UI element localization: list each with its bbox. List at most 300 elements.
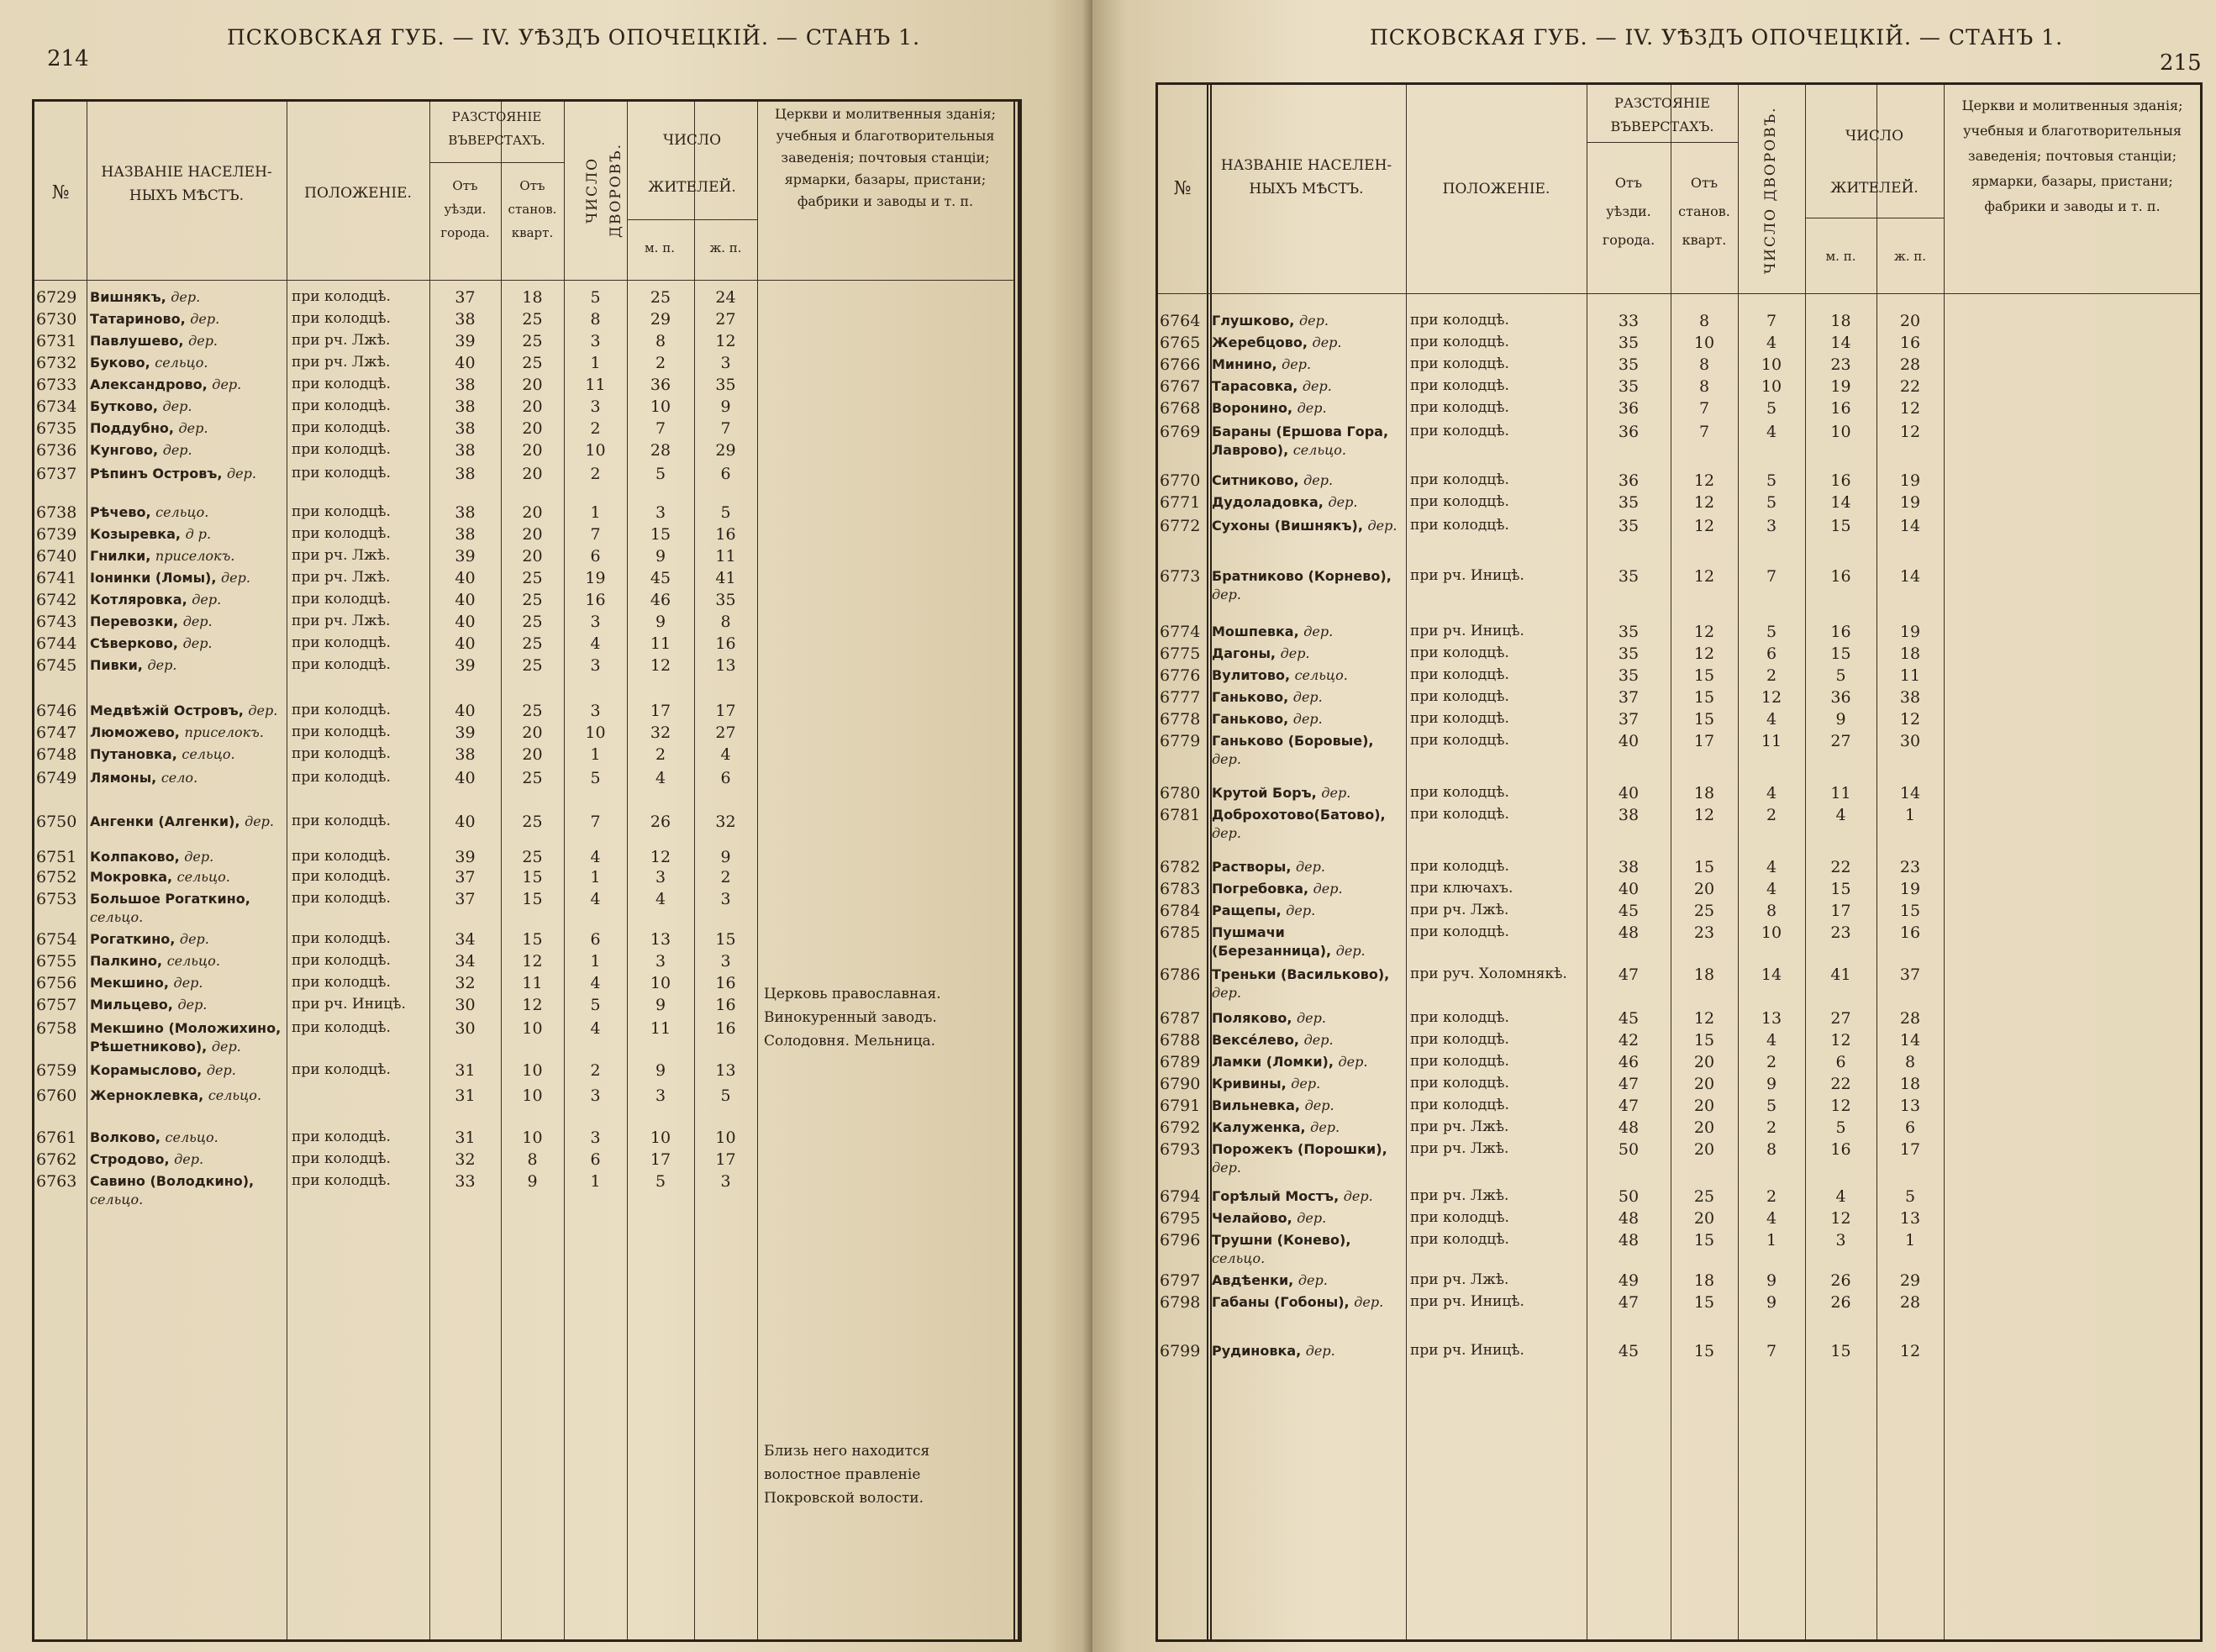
place-name (90, 1172, 285, 1209)
male-count: 46 (650, 591, 671, 609)
place-name-text: Кунгово, (90, 442, 159, 458)
row-number: 6770 (1160, 471, 1201, 490)
male-count: 17 (650, 702, 671, 720)
distance-stan: 20 (1693, 1053, 1715, 1071)
distance-city: 47 (1618, 1097, 1640, 1115)
distance-city: 48 (1618, 923, 1640, 942)
place-name-text: Сѣверково, (90, 635, 178, 651)
place-kind: дер. (1313, 881, 1343, 897)
place-name-text: Треньки (Васильково), (1212, 966, 1390, 982)
distance-stan: 25 (522, 634, 543, 653)
distance-stan: 18 (1693, 965, 1715, 984)
place-kind: дер. (188, 333, 218, 349)
distance-stan: 20 (522, 745, 543, 764)
male-count: 16 (1830, 567, 1851, 586)
row-number: 6750 (36, 813, 77, 831)
place-kind: дер. (1212, 825, 1241, 841)
female-count: 6 (720, 769, 731, 787)
male-count: 16 (1830, 471, 1851, 490)
female-count: 8 (1904, 1053, 1916, 1071)
yards-count: 10 (1761, 377, 1782, 396)
distance-city: 40 (455, 702, 476, 720)
row-number: 6734 (36, 397, 77, 416)
male-count: 16 (1830, 623, 1851, 641)
row-number: 6776 (1160, 666, 1201, 685)
yards-count: 7 (1766, 1342, 1777, 1360)
female-count: 5 (1904, 1187, 1916, 1206)
running-head-right: ПСКОВСКАЯ ГУБ. — IV. УѢЗДЪ ОПОЧЕЦКІЙ. — СТАНЪ 1. (1370, 25, 2064, 50)
distance-city: 31 (455, 1061, 476, 1080)
place-kind: дер. (1305, 1343, 1335, 1359)
position-text: при колодцѣ. (1410, 1097, 1509, 1113)
yards-count: 4 (1766, 334, 1777, 352)
place-kind: дер. (182, 613, 213, 629)
male-count: 13 (650, 930, 671, 949)
place-name-text: Ганьково, (1212, 711, 1289, 727)
place-name (1212, 493, 1403, 512)
place-name-text: Сухоны (Вишнякъ), (1212, 518, 1363, 534)
col-inhabitants-header: ЧИСЛО ЖИТЕЛЕЙ. (648, 132, 736, 196)
row-number: 6769 (1160, 423, 1201, 441)
distance-city: 40 (1618, 732, 1640, 750)
male-count: 2 (655, 354, 666, 372)
female-count: 8 (720, 613, 731, 631)
position-text: при колодцѣ. (1410, 399, 1509, 416)
distance-stan: 12 (522, 996, 543, 1014)
col-from-stan-header: Отъ станов. кварт. (508, 178, 557, 240)
male-count: 23 (1830, 923, 1851, 942)
row-number: 6753 (36, 890, 77, 908)
distance-stan: 23 (1693, 923, 1715, 942)
female-count: 12 (1899, 710, 1921, 729)
yards-count: 12 (1761, 688, 1782, 707)
distance-city: 38 (455, 310, 476, 329)
female-count: 22 (1899, 377, 1921, 396)
place-name-text: Татариново, (90, 311, 186, 327)
distance-city: 35 (1618, 644, 1640, 663)
row-number: 6773 (1160, 567, 1201, 586)
place-name (90, 952, 285, 971)
female-count: 29 (715, 441, 736, 460)
row-number: 6755 (36, 952, 77, 971)
place-name-text: Пивки, (90, 657, 143, 673)
place-name-text: Буково, (90, 355, 150, 371)
place-name-text: Доброхотово(Батово), (1212, 807, 1386, 823)
table-frame-left (32, 99, 1022, 1642)
place-name (90, 525, 285, 544)
place-kind: дер. (1343, 1188, 1373, 1204)
place-name-text: Растворы, (1212, 859, 1292, 875)
place-name (90, 930, 285, 949)
distance-city: 40 (455, 591, 476, 609)
row-number: 6746 (36, 702, 77, 720)
yards-count: 1 (590, 868, 601, 887)
place-name-text: Братниково (Корнево), (1212, 568, 1392, 584)
position-text: при рч. Лжѣ. (1410, 1118, 1509, 1135)
place-kind: село. (161, 770, 198, 786)
place-name-text: Мильцево, (90, 997, 173, 1013)
male-count: 15 (1830, 644, 1851, 663)
yards-count: 4 (1766, 1209, 1777, 1228)
distance-stan: 15 (1693, 1342, 1715, 1360)
distance-city: 40 (455, 769, 476, 787)
distance-city: 45 (1618, 1009, 1640, 1028)
row-number: 6747 (36, 723, 77, 742)
place-kind: сельцо. (182, 746, 235, 762)
female-count: 9 (720, 397, 731, 416)
distance-stan: 8 (1698, 312, 1710, 330)
row-number: 6779 (1160, 732, 1201, 750)
position-text: при колодцѣ. (292, 702, 391, 718)
yards-count: 1 (590, 503, 601, 522)
male-count: 27 (1830, 732, 1851, 750)
place-name-text: Ганьково, (1212, 689, 1289, 705)
row-number: 6778 (1160, 710, 1201, 729)
place-name-text: Воронино, (1212, 400, 1293, 416)
place-kind: дер. (162, 442, 192, 458)
yards-count: 6 (590, 1150, 601, 1169)
distance-stan: 25 (522, 569, 543, 587)
place-kind: приселокъ. (184, 724, 264, 740)
distance-city: 38 (1618, 806, 1640, 824)
place-kind: дер. (206, 1062, 236, 1078)
place-kind: дер. (1354, 1294, 1384, 1310)
yards-count: 6 (590, 547, 601, 566)
male-count: 9 (655, 1061, 666, 1080)
female-count: 13 (1899, 1209, 1921, 1228)
male-count: 12 (1830, 1031, 1851, 1050)
yards-count: 10 (1761, 923, 1782, 942)
position-text: при колодцѣ. (292, 376, 391, 392)
male-count: 5 (655, 1172, 666, 1191)
place-name-text: Кривины, (1212, 1076, 1287, 1092)
female-count: 29 (1899, 1271, 1921, 1290)
place-name (90, 591, 285, 609)
place-name (90, 1086, 285, 1105)
note-6760: Близь него находится волостное правленіе Покровской волости. (764, 1443, 930, 1507)
yards-count: 4 (590, 634, 601, 653)
distance-city: 38 (455, 503, 476, 522)
place-name (90, 332, 285, 350)
distance-stan: 12 (1693, 644, 1715, 663)
place-kind: дер. (1303, 623, 1334, 639)
distance-city: 39 (455, 848, 476, 866)
male-count: 2 (655, 745, 666, 764)
distance-city: 34 (455, 952, 476, 971)
place-name (1212, 1031, 1403, 1050)
position-text: при колодцѣ. (292, 769, 391, 786)
distance-city: 46 (1618, 1053, 1640, 1071)
male-count: 4 (655, 890, 666, 908)
distance-city: 34 (455, 930, 476, 949)
place-name-text: Люможево, (90, 724, 180, 740)
male-count: 5 (655, 465, 666, 483)
yards-count: 3 (590, 332, 601, 350)
place-kind: дер. (1297, 400, 1327, 416)
distance-city: 33 (1618, 312, 1640, 330)
yards-count: 6 (590, 930, 601, 949)
position-text: при рч. Иницѣ. (1410, 1293, 1524, 1310)
row-number: 6780 (1160, 784, 1201, 802)
position-text: при колодцѣ. (292, 310, 391, 327)
male-count: 32 (650, 723, 671, 742)
distance-city: 31 (455, 1086, 476, 1105)
place-name-text: Лямоны, (90, 770, 157, 786)
position-text: при колодцѣ. (1410, 334, 1509, 350)
distance-stan: 25 (522, 591, 543, 609)
row-number: 6789 (1160, 1053, 1201, 1071)
distance-stan: 25 (1693, 902, 1715, 920)
place-name (1212, 355, 1403, 374)
female-count: 23 (1899, 858, 1921, 876)
distance-stan: 11 (522, 974, 543, 992)
position-text: при колодцѣ. (292, 890, 391, 907)
distance-city: 33 (455, 1172, 476, 1191)
col-female-header: ж. п. (709, 240, 742, 255)
row-number: 6782 (1160, 858, 1201, 876)
female-count: 1 (1904, 1231, 1916, 1250)
place-name-text: Котляровка, (90, 592, 187, 608)
male-count: 15 (1830, 1342, 1851, 1360)
distance-stan: 9 (527, 1172, 538, 1191)
male-count: 4 (1835, 1187, 1846, 1206)
male-count: 26 (1830, 1293, 1851, 1312)
position-text: при колодцѣ. (292, 503, 391, 520)
male-count: 26 (1830, 1271, 1851, 1290)
position-text: при колодцѣ. (1410, 666, 1509, 683)
place-name-text: Жерноклевка, (90, 1087, 204, 1103)
row-number: 6784 (1160, 902, 1201, 920)
position-text: при рч. Лжѣ. (1410, 1187, 1509, 1204)
distance-city: 40 (455, 813, 476, 831)
distance-stan: 10 (522, 1086, 543, 1105)
place-name-text: Бараны (Ершова Гора, Лаврово), (1212, 424, 1389, 458)
female-count: 13 (715, 1061, 736, 1080)
position-text: при колодцѣ. (292, 1150, 391, 1167)
distance-stan: 20 (522, 441, 543, 460)
female-count: 14 (1899, 784, 1921, 802)
male-count: 11 (650, 1019, 671, 1038)
female-count: 19 (1899, 493, 1921, 512)
distance-stan: 25 (522, 310, 543, 329)
place-kind: сельцо. (176, 869, 230, 885)
female-count: 27 (715, 310, 736, 329)
place-kind: дер. (245, 813, 274, 829)
place-name (1212, 1209, 1403, 1228)
place-name (90, 745, 285, 764)
female-count: 17 (715, 702, 736, 720)
female-count: 28 (1899, 1009, 1921, 1028)
distance-city: 35 (1618, 493, 1640, 512)
place-kind: дер. (1297, 1010, 1326, 1026)
place-kind: дер. (182, 635, 213, 651)
place-name-text: Челайово, (1212, 1210, 1292, 1226)
place-name (1212, 377, 1403, 396)
col-position-header: ПОЛОЖЕНІЕ. (1442, 181, 1550, 197)
position-text: при колодцѣ. (292, 1172, 391, 1189)
place-kind: дер. (1212, 985, 1241, 1001)
row-number: 6738 (36, 503, 77, 522)
col-position-header: ПОЛОЖЕНІЕ. (304, 185, 412, 202)
distance-stan: 20 (522, 547, 543, 566)
left-page (0, 0, 1092, 1652)
yards-count: 2 (1766, 666, 1777, 685)
female-count: 14 (1899, 567, 1921, 586)
distance-stan: 10 (522, 1061, 543, 1080)
distance-city: 49 (1618, 1271, 1640, 1290)
place-name (90, 465, 285, 483)
yards-count: 4 (1766, 784, 1777, 802)
place-name-text: Мекшино, (90, 975, 169, 991)
row-number: 6759 (36, 1061, 77, 1080)
female-count: 14 (1899, 1031, 1921, 1050)
place-name (90, 1129, 285, 1147)
place-kind: д р. (185, 526, 212, 542)
position-text: при колодцѣ. (1410, 644, 1509, 661)
place-name-text: Павлушево, (90, 333, 184, 349)
place-name (90, 310, 285, 329)
place-name-text: Ситниково, (1212, 472, 1299, 488)
col-num-header: № (1173, 178, 1192, 199)
yards-count: 2 (590, 465, 601, 483)
position-text: при рч. Лжѣ. (292, 332, 391, 349)
row-number: 6735 (36, 419, 77, 438)
female-count: 5 (720, 503, 731, 522)
row-number: 6760 (36, 1086, 77, 1105)
distance-city: 40 (455, 569, 476, 587)
male-count: 16 (1830, 399, 1851, 418)
place-name-text: Ангенки (Алгенки), (90, 813, 240, 829)
distance-city: 40 (1618, 784, 1640, 802)
distance-stan: 20 (522, 723, 543, 742)
place-name-text: Палкино, (90, 953, 163, 969)
distance-city: 47 (1618, 965, 1640, 984)
place-name-text: Мошпевка, (1212, 623, 1299, 639)
female-count: 6 (1904, 1118, 1916, 1137)
place-name (90, 441, 285, 460)
place-kind: дер. (1304, 1097, 1334, 1113)
place-name-text: Пушмачи (Березанница), (1212, 924, 1332, 959)
distance-stan: 10 (522, 1129, 543, 1147)
position-text: при колодцѣ. (1410, 1231, 1509, 1248)
row-number: 6787 (1160, 1009, 1201, 1028)
distance-stan: 12 (522, 952, 543, 971)
distance-stan: 12 (1693, 806, 1715, 824)
place-name-text: Савино (Володкино), (90, 1173, 255, 1189)
position-text: при колодцѣ. (1410, 517, 1509, 534)
place-name (1212, 784, 1403, 802)
distance-city: 32 (455, 974, 476, 992)
distance-city: 47 (1618, 1075, 1640, 1093)
yards-count: 9 (1766, 1271, 1777, 1290)
col-yards-header: ЧИСЛО ДВОРОВЪ. (584, 142, 624, 238)
yards-count: 13 (1761, 1009, 1782, 1028)
position-text: при колодцѣ. (1410, 858, 1509, 875)
distance-stan: 25 (522, 656, 543, 675)
female-count: 17 (715, 1150, 736, 1169)
position-text: при рч. Лжѣ. (1410, 1140, 1509, 1157)
place-kind: дер. (227, 466, 256, 481)
place-name-text: Поляково, (1212, 1010, 1292, 1026)
distance-stan: 25 (522, 354, 543, 372)
female-count: 35 (715, 591, 736, 609)
place-name-text: Вексе́лево, (1212, 1032, 1300, 1048)
distance-city: 39 (455, 332, 476, 350)
place-name-text: Рѣпинъ Островъ, (90, 466, 223, 481)
distance-stan: 15 (1693, 1031, 1715, 1050)
distance-city: 50 (1618, 1140, 1640, 1159)
place-kind: дер. (162, 398, 192, 414)
female-count: 16 (1899, 334, 1921, 352)
row-number: 6791 (1160, 1097, 1201, 1115)
place-name (1212, 1118, 1403, 1137)
place-name-text: Минино, (1212, 356, 1277, 372)
yards-count: 4 (1766, 423, 1777, 441)
place-kind: дер. (1282, 356, 1312, 372)
distance-city: 32 (455, 1150, 476, 1169)
row-number: 6762 (36, 1150, 77, 1169)
distance-stan: 8 (527, 1150, 538, 1169)
row-number: 6792 (1160, 1118, 1201, 1137)
female-count: 17 (1899, 1140, 1921, 1159)
row-number: 6739 (36, 525, 77, 544)
place-kind: дер. (1291, 1076, 1321, 1092)
yards-count: 10 (585, 441, 606, 460)
position-text: при ключахъ. (1410, 880, 1513, 897)
distance-stan: 12 (1693, 517, 1715, 535)
male-count: 5 (1835, 1118, 1846, 1137)
place-name-text: Тарасовка, (1212, 378, 1298, 394)
yards-count: 2 (1766, 1187, 1777, 1206)
yards-count: 9 (1766, 1293, 1777, 1312)
place-kind: сельцо. (1294, 667, 1348, 683)
male-count: 6 (1835, 1053, 1846, 1071)
position-text: при колодцѣ. (1410, 688, 1509, 705)
distance-city: 36 (1618, 399, 1640, 418)
place-name (90, 769, 285, 787)
distance-city: 39 (455, 547, 476, 566)
distance-stan: 15 (1693, 710, 1715, 729)
female-count: 9 (720, 848, 731, 866)
distance-stan: 25 (522, 769, 543, 787)
row-number: 6793 (1160, 1140, 1201, 1159)
row-number: 6732 (36, 354, 77, 372)
position-text: при колодцѣ. (1410, 1031, 1509, 1048)
position-text: при колодцѣ. (292, 656, 391, 673)
place-name (1212, 965, 1403, 1002)
place-name (1212, 567, 1403, 604)
position-text: при колодцѣ. (292, 745, 391, 762)
female-count: 19 (1899, 471, 1921, 490)
col-inhabitants-header: ЧИСЛО ЖИТЕЛЕЙ. (1830, 128, 1919, 197)
female-count: 20 (1899, 312, 1921, 330)
male-count: 11 (1830, 784, 1851, 802)
male-count: 10 (650, 974, 671, 992)
col-yards-header: ЧИСЛО ДВОРОВЪ. (1762, 106, 1779, 274)
position-text: при колодцѣ. (292, 288, 391, 305)
place-name-text: Габаны (Гобоны), (1212, 1294, 1350, 1310)
row-number: 6749 (36, 769, 77, 787)
place-name (90, 848, 285, 866)
place-kind: дер. (192, 592, 222, 608)
distance-stan: 12 (1693, 567, 1715, 586)
col-distance-header: РАЗСТОЯНІЕ ВЪВЕРСТАХЪ. (1610, 95, 1714, 134)
distance-stan: 25 (522, 332, 543, 350)
place-kind: дер. (1298, 313, 1329, 329)
place-name-text: Корамыслово, (90, 1062, 203, 1078)
place-kind: сельцо. (1292, 442, 1346, 458)
col-male-header: м. п. (1825, 249, 1856, 264)
